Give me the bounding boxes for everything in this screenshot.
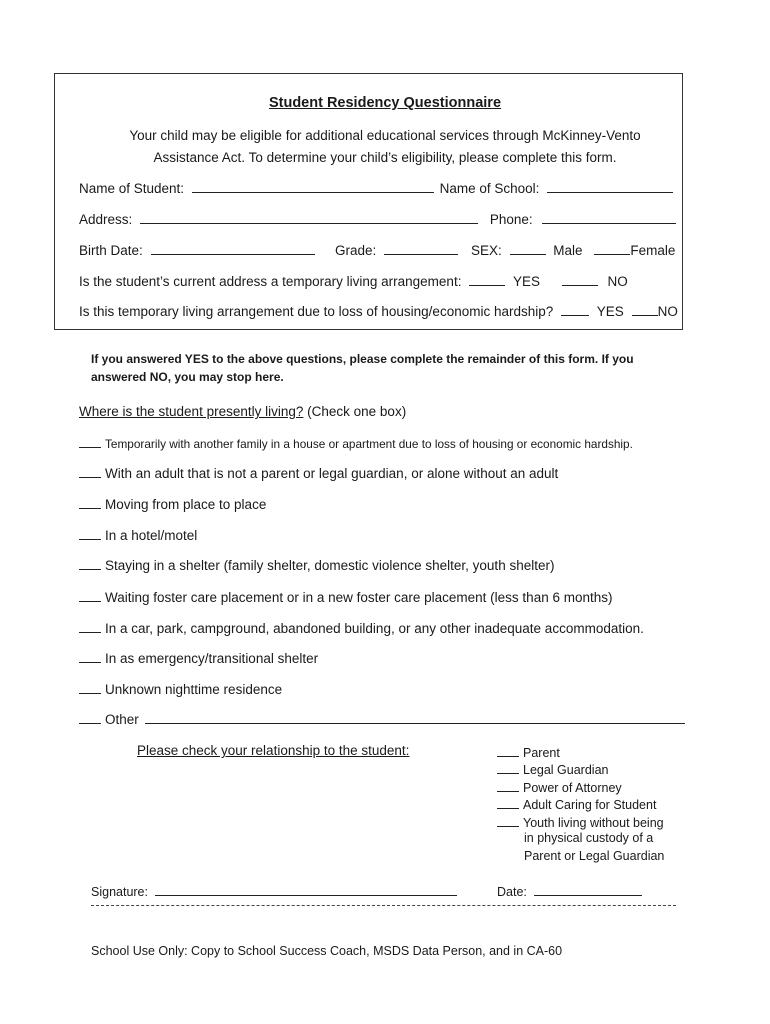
living-option[interactable] — [79, 465, 558, 481]
living-checkbox[interactable] — [79, 711, 101, 724]
living-option-label: In as emergency/transitional shelter — [105, 651, 319, 666]
living-option[interactable] — [79, 650, 318, 666]
relationship-checkbox[interactable] — [497, 779, 519, 792]
living-question — [79, 404, 406, 419]
living-option[interactable] — [79, 681, 282, 697]
relationship-option[interactable] — [497, 796, 656, 812]
phone-field[interactable] — [542, 211, 676, 224]
q1-yes-checkbox[interactable] — [469, 273, 505, 286]
relationship-option[interactable] — [497, 761, 608, 777]
relationship-checkbox[interactable] — [497, 744, 519, 757]
date-row — [497, 883, 642, 899]
living-option-label: In a car, park, campground, abandoned building, or any other inadequate accommodation. — [105, 621, 644, 636]
address-field[interactable] — [140, 211, 478, 224]
grade-field[interactable] — [384, 242, 458, 255]
intro-line-2: Assistance Act. To determine your child’s eligibility, please complete this form. — [153, 150, 617, 165]
student-name-row — [79, 180, 673, 196]
living-option-label: Waiting foster care placement or in a new foster care placement (less than 6 months) — [105, 590, 613, 605]
address-label: Address: — [79, 212, 133, 227]
living-option[interactable] — [79, 620, 644, 636]
living-checkbox[interactable] — [79, 496, 101, 509]
living-checkbox[interactable] — [79, 620, 101, 633]
q1-no-checkbox[interactable] — [562, 273, 598, 286]
q2-yes-checkbox[interactable] — [561, 303, 589, 316]
living-checkbox[interactable] — [79, 681, 101, 694]
q1-yes-label: YES — [512, 274, 540, 289]
relationship-option-label: Youth living without being — [523, 816, 664, 830]
relationship-option-label: Legal Guardian — [523, 763, 609, 777]
relationship-checkbox[interactable] — [497, 796, 519, 809]
intro-line-1: Your child may be eligible for additional educational services through McKinney-Vento — [129, 128, 641, 143]
male-checkbox[interactable] — [510, 242, 546, 255]
q2-text: Is this temporary living arrangement due to loss of housing/economic hardship? — [79, 304, 554, 319]
relationship-option-label: Parent — [523, 746, 560, 760]
date-field[interactable] — [534, 883, 642, 896]
q2-no-checkbox[interactable] — [632, 303, 658, 316]
living-option-label: With an adult that is not a parent or legal guardian, or alone without an adult — [105, 466, 559, 481]
living-checkbox[interactable] — [79, 527, 101, 540]
living-option[interactable] — [79, 557, 554, 573]
living-option[interactable] — [79, 589, 612, 605]
living-checkbox[interactable] — [79, 557, 101, 570]
form-title: Student Residency Questionnaire — [268, 95, 502, 111]
birth-date-field[interactable] — [151, 242, 315, 255]
cut-line-divider — [91, 905, 676, 906]
student-name-field[interactable] — [192, 180, 434, 193]
living-checkbox[interactable] — [79, 435, 101, 448]
q1-row — [79, 273, 628, 289]
living-question-text: Where is the student presently living? — [79, 404, 304, 419]
relationship-option[interactable] — [497, 744, 560, 760]
q2-yes-label: YES — [596, 304, 624, 319]
male-label: Male — [553, 243, 583, 258]
living-option[interactable] — [79, 527, 197, 543]
q1-text: Is the student’s current address a temporary living arrangement: — [79, 274, 462, 289]
living-option-label: Moving from place to place — [105, 497, 267, 512]
female-label: Female — [630, 243, 676, 258]
relationship-checkbox[interactable] — [497, 761, 519, 774]
living-question-hint: (Check one box) — [307, 404, 407, 419]
relationship-option-label: Adult Caring for Student — [523, 798, 657, 812]
date-label: Date: — [497, 885, 527, 899]
signature-label: Signature: — [91, 885, 148, 899]
female-checkbox[interactable] — [594, 242, 630, 255]
student-info-box — [54, 73, 683, 330]
living-option-label: Staying in a shelter (family shelter, domestic violence shelter, youth shelter) — [105, 558, 555, 573]
signature-field[interactable] — [155, 883, 457, 896]
address-row — [79, 211, 676, 227]
grade-group — [335, 242, 458, 258]
relationship-continued-2: Parent or Legal Guardian — [524, 849, 665, 863]
sex-label: SEX: — [471, 243, 502, 258]
living-option-other[interactable] — [79, 711, 685, 727]
phone-label: Phone: — [489, 212, 533, 227]
living-option-label: Unknown nighttime residence — [105, 682, 283, 697]
school-name-field[interactable] — [547, 180, 673, 193]
relationship-question: Please check your relationship to the student: — [137, 743, 410, 758]
living-option[interactable] — [79, 435, 633, 451]
sex-group — [471, 242, 675, 258]
living-checkbox[interactable] — [79, 650, 101, 663]
living-option-label: In a hotel/motel — [105, 528, 198, 543]
relationship-checkbox[interactable] — [497, 814, 519, 827]
birth-row — [79, 242, 315, 258]
school-use-note: School Use Only: Copy to School Success Coach, MSDS Data Person, and in CA-60 — [91, 944, 563, 958]
relationship-continued-1: in physical custody of a — [524, 831, 654, 845]
student-name-label: Name of Student: — [79, 181, 185, 196]
living-option-label: Other — [105, 712, 139, 727]
living-checkbox[interactable] — [79, 589, 101, 602]
other-field[interactable] — [145, 711, 685, 724]
birth-date-label: Birth Date: — [79, 243, 143, 258]
q2-row — [79, 303, 678, 319]
relationship-option-label: Power of Attorney — [523, 781, 622, 795]
notice-line-1: If you answered YES to the above questions, please complete the remainder of this form. If you — [91, 352, 634, 366]
q2-no-label: NO — [657, 304, 678, 319]
signature-row — [91, 883, 457, 899]
grade-label: Grade: — [335, 243, 377, 258]
relationship-option[interactable] — [497, 814, 664, 830]
living-option[interactable] — [79, 496, 266, 512]
notice-line-2: answered NO, you may stop here. — [91, 370, 284, 384]
living-option-label: Temporarily with another family in a house or apartment due to loss of housing or economic hardship. — [105, 437, 633, 451]
q1-no-label: NO — [607, 274, 628, 289]
school-name-label: Name of School: — [439, 181, 540, 196]
relationship-option[interactable] — [497, 779, 622, 795]
living-checkbox[interactable] — [79, 465, 101, 478]
